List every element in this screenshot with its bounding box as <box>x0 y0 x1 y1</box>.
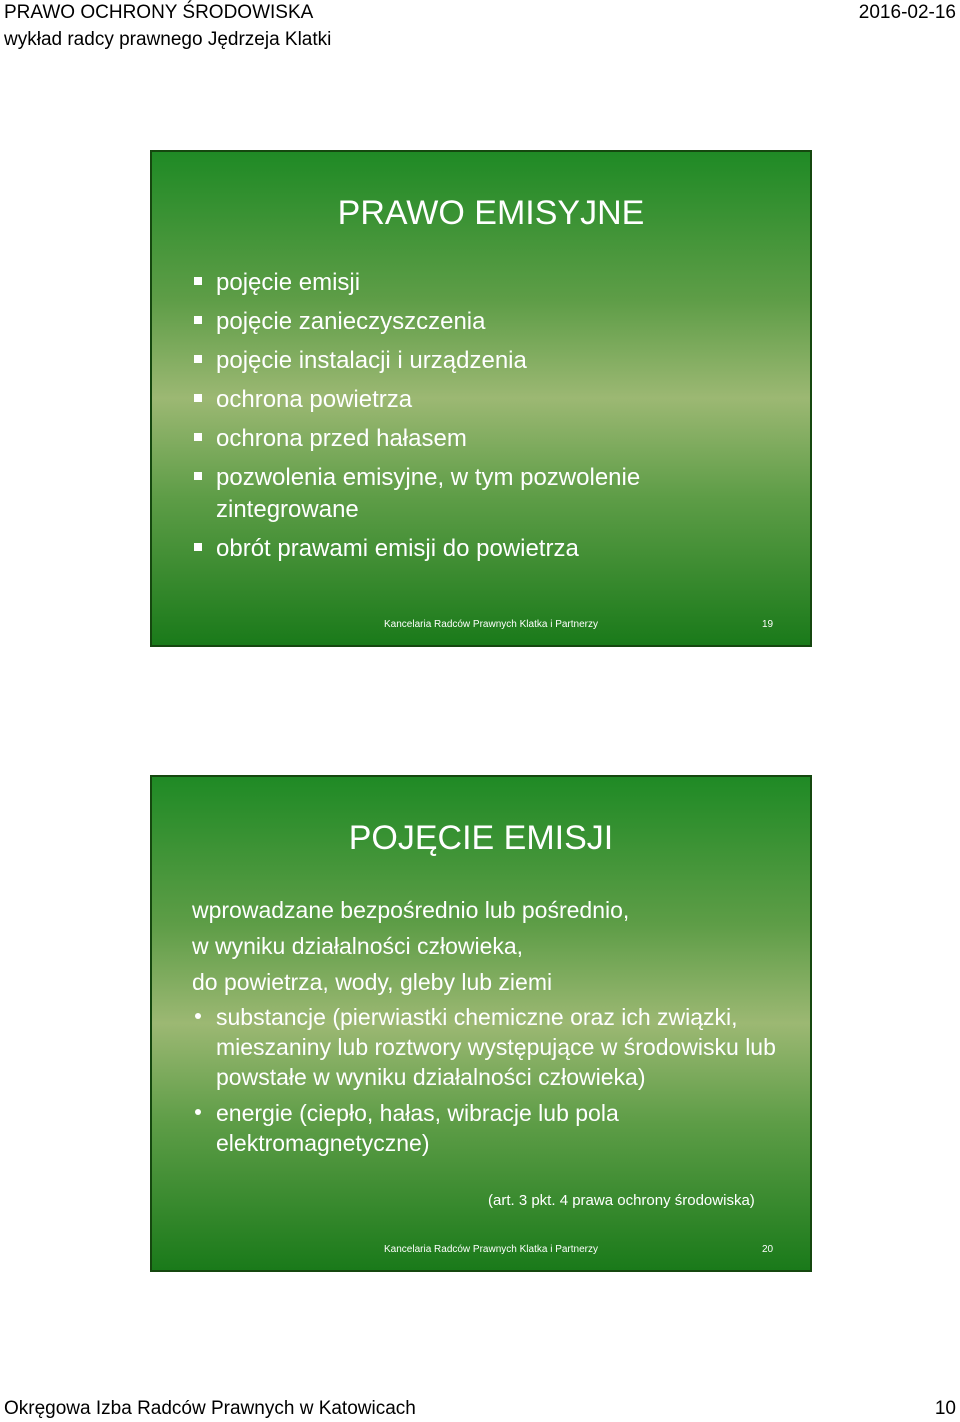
intro-line: wprowadzane bezpośrednio lub pośrednio, <box>192 897 630 923</box>
square-bullet-icon <box>194 316 202 324</box>
header-date: 2016-02-16 <box>858 2 956 23</box>
course-title: PRAWO OCHRONY ŚRODOWISKA <box>4 2 314 23</box>
slide-footer: Kancelaria Radców Prawnych Klatka i Partnerzy <box>384 619 598 630</box>
institution-footer: Okręgowa Izba Radców Prawnych w Katowicach <box>4 1398 416 1419</box>
list-item: energie (ciepło, hałas, wibracje lub pola elektromagnetyczne) <box>192 1098 782 1158</box>
definition-intro <box>192 892 792 1000</box>
square-bullet-icon <box>194 277 202 285</box>
list-item: ochrona powietrza <box>192 384 772 416</box>
intro-line: w wyniku działalności człowieka, <box>192 933 524 959</box>
slide-title: POJĘCIE EMISJI <box>348 819 614 857</box>
dot-bullet-icon <box>195 1109 201 1115</box>
legal-citation: (art. 3 pkt. 4 prawa ochrony środowiska) <box>488 1192 755 1209</box>
list-item: pozwolenia emisyjne, w tym pozwolenie zintegrowane <box>192 462 772 526</box>
square-bullet-icon <box>194 394 202 402</box>
bullet-list <box>192 267 772 572</box>
slide-number: 20 <box>762 1244 774 1255</box>
intro-line: do powietrza, wody, gleby lub ziemi <box>192 969 553 995</box>
list-item: obrót prawami emisji do powietrza <box>192 533 772 565</box>
square-bullet-icon <box>194 472 202 480</box>
slide-number: 19 <box>762 619 774 630</box>
lecturer-line: wykład radcy prawnego Jędrzeja Klatki <box>4 29 332 50</box>
dot-bullet-icon <box>195 1013 201 1019</box>
slide-19 <box>150 150 812 647</box>
slide-title: PRAWO EMISYJNE <box>337 194 645 232</box>
bullet-list <box>192 1002 782 1164</box>
square-bullet-icon <box>194 543 202 551</box>
slide-footer: Kancelaria Radców Prawnych Klatka i Partnerzy <box>384 1244 598 1255</box>
page-number: 10 <box>934 1398 956 1419</box>
square-bullet-icon <box>194 355 202 363</box>
list-item: substancje (pierwiastki chemiczne oraz ich związki, mieszaniny lub roztwory występujące w środowisku lub powstałe w wyniku działalności człowieka) <box>192 1002 782 1092</box>
slide-20 <box>150 775 812 1272</box>
square-bullet-icon <box>194 433 202 441</box>
list-item: ochrona przed hałasem <box>192 423 772 455</box>
list-item: pojęcie instalacji i urządzenia <box>192 345 772 377</box>
list-item: pojęcie zanieczyszczenia <box>192 306 772 338</box>
list-item: pojęcie emisji <box>192 267 772 299</box>
